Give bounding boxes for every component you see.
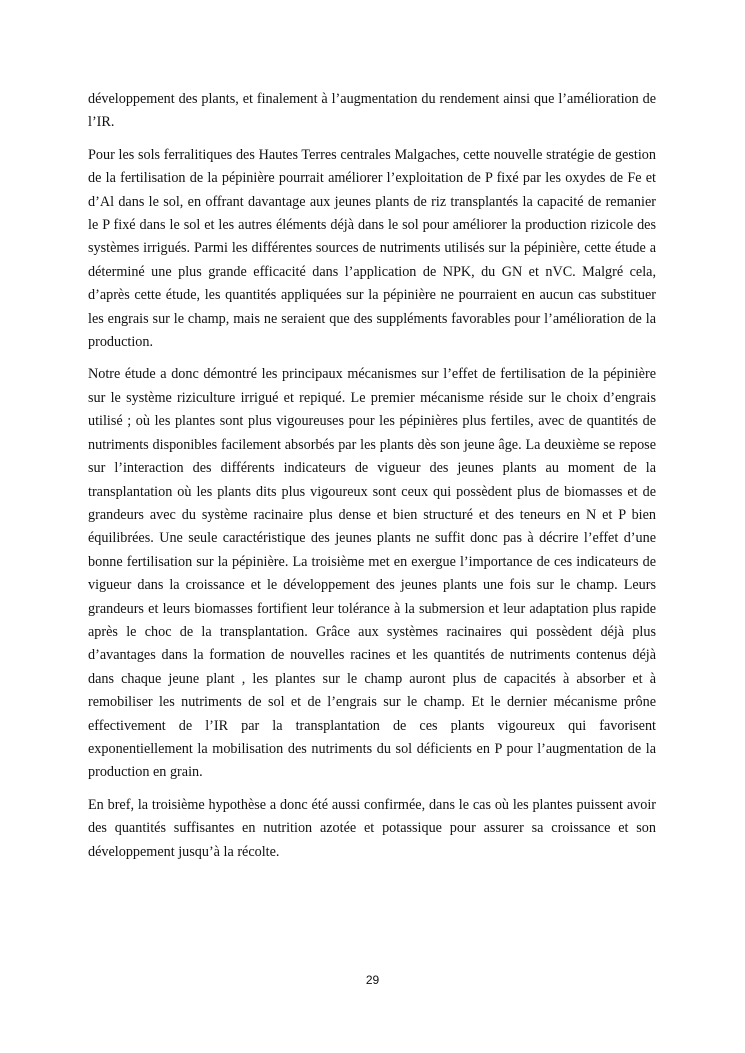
paragraph-2: Pour les sols ferralitiques des Hautes Terres centrales Malgaches, cette nouvelle stratégie de gestion de la fertilisation de la pépinière pourrait améliorer l’exploitation de P fixé par les oxydes de Fe et d’Al dans le sol, en offrant davantage aux jeunes plants de riz transplantés la capacité de remanier le P fixé dans le sol et les autres éléments déjà dans le sol pour améliorer la production rizicole des systèmes irrigués. Parmi les différentes sources de nutriments utilisés sur la pépinière, cette étude a déterminé une plus grande efficacité dans l’application de NPK, du GN et nVC. Malgré cela, d’après cette étude, les quantités appliquées sur la pépinière ne pourraient en aucun cas substituer les engrais sur le champ, mais ne seraient que des suppléments favorables pour l’amélioration de la production. — [88, 146, 656, 351]
paragraph-1: développement des plants, et finalement à l’augmentation du rendement ainsi que l’amélioration de l’IR. — [88, 91, 656, 131]
paragraph-3: Notre étude a donc démontré les principaux mécanismes sur l’effet de fertilisation de la pépinière sur le système riziculture irrigué et repiqué. Le premier mécanisme réside sur le choix d’engrais utilisé ; où les plantes sont plus vigoureuses pour les pépinières plus fertiles, avec de quantités de nutriments disponibles facilement absorbés par les plants dès son jeune âge. La deuxième se repose sur l’interaction des différents indicateurs de vigueur des jeunes plants au moment de la transplantation où les plants dits plus vigoureux sont ceux qui possèdent plus de biomasses et de grandeurs avec du système racinaire plus dense et bien structuré et des teneurs en N et P bien équilibrées. Une seule caractéristique des jeunes plants ne suffit donc pas à décrire l’effet d’une bonne fertilisation sur la pépinière. La troisième met en exergue l’importance de ces indicateurs de vigueur dans la croissance et le développement des jeunes plants une fois sur le champ. Leurs grandeurs et leurs biomasses fortifient leur tolérance à la submersion et leur adaptation plus rapide après le choc de la transplantation. Grâce aux systèmes racinaires qui possèdent déjà plus d’avantages dans la formation de nouvelles racines et les quantités de nutriments contenus déjà dans chaque jeune plant , les plantes sur le champ auront plus de capacités à absorber et à remobiliser les nutriments de sol et de l’engrais sur le champ. Et le dernier mécanisme prône effectivement de l’IR par la transplantation de ces plants vigoureux qui favorisent exponentiellement la mobilisation des nutriments du sol déficients en P pour l’augmentation de la production en grain. — [88, 366, 656, 781]
page-number: 29 — [365, 973, 380, 987]
document-body — [88, 88, 656, 873]
paragraph-4: En bref, la troisième hypothèse a donc été aussi confirmée, dans le cas où les plantes puissent avoir des quantités suffisantes en nutrition azotée et potassique pour assurer sa croissance et son développement jusqu’à la récolte. — [88, 796, 656, 860]
